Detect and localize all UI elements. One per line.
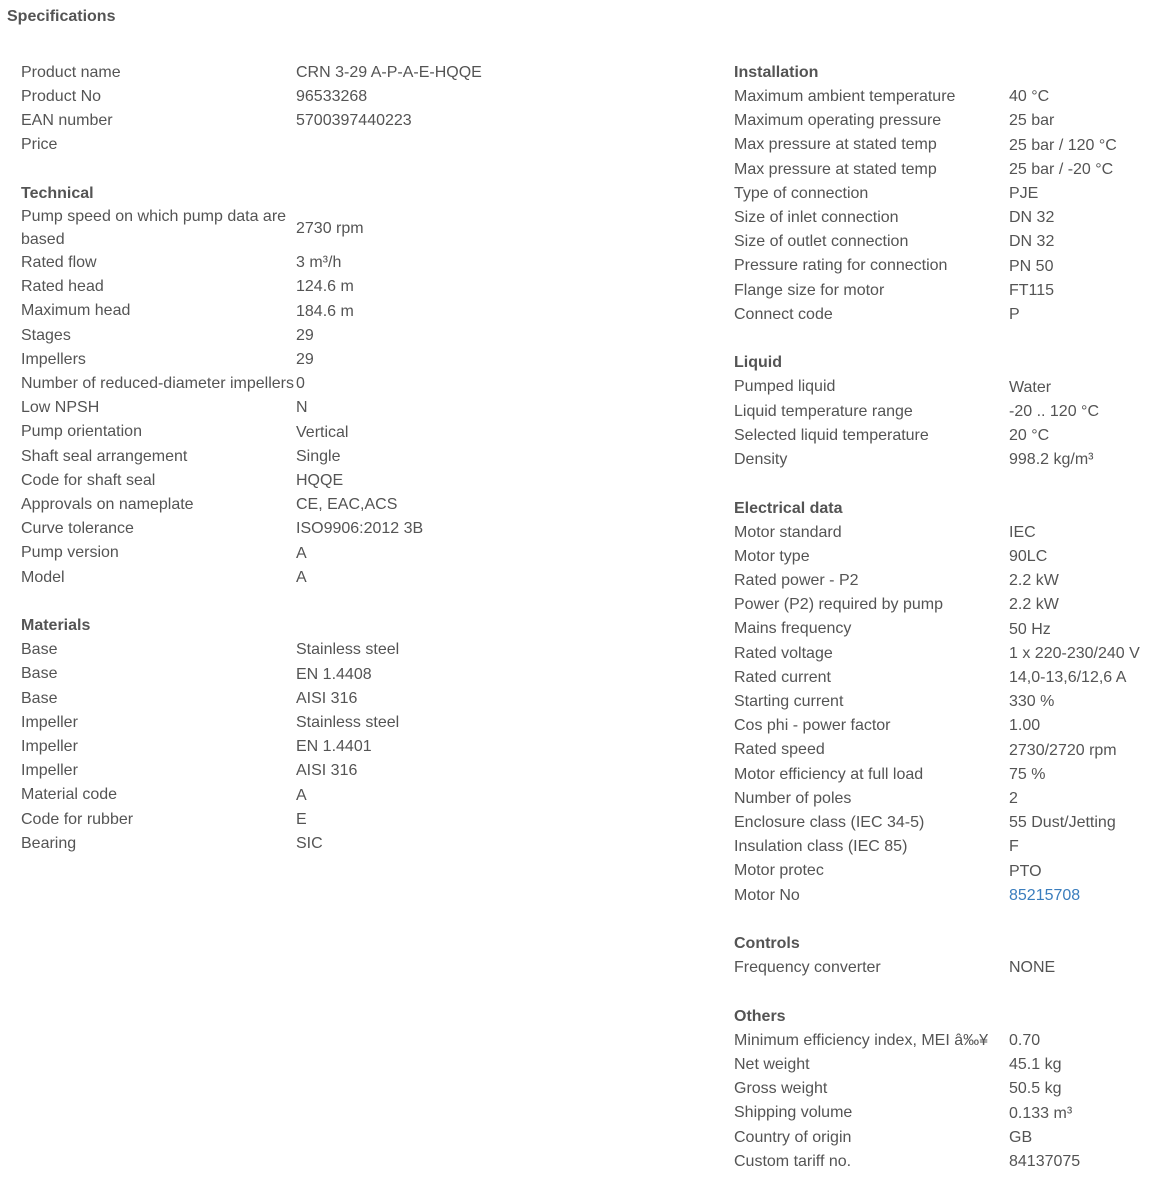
spec-value: PTO: [1009, 862, 1042, 880]
spec-row: [734, 521, 1149, 545]
spec-value: EN 1.4401: [296, 738, 372, 756]
spec-label: Code for shaft seal: [21, 471, 156, 489]
spec-value: 2730 rpm: [296, 219, 364, 237]
section-materials: [21, 614, 521, 856]
spec-row: [21, 396, 521, 420]
spec-row: [21, 784, 521, 808]
spec-value: Vertical: [296, 423, 349, 441]
spec-row: [734, 666, 1149, 690]
spec-value: 3 m³/h: [296, 254, 342, 272]
spec-row: [734, 593, 1149, 617]
section-title: Installation: [734, 64, 819, 81]
spec-value: 0.133 m³: [1009, 1104, 1073, 1122]
spec-row: [21, 348, 521, 372]
spec-label: Maximum head: [21, 302, 131, 320]
spec-row: [734, 763, 1149, 787]
spec-label: Enclosure class (IEC 34-5): [734, 814, 925, 832]
spec-row: [21, 134, 521, 158]
section-installation: [734, 61, 1149, 327]
spec-value: DN 32: [1009, 209, 1055, 227]
spec-label: Rated flow: [21, 254, 97, 272]
section-title: Materials: [21, 617, 91, 635]
spec-row: [734, 860, 1149, 884]
spec-label: Size of inlet connection: [734, 209, 899, 227]
spec-label: Maximum ambient temperature: [734, 88, 956, 106]
spec-row: [734, 690, 1149, 714]
spec-row: [734, 618, 1149, 642]
section-title: Technical: [21, 184, 94, 202]
spec-label: Starting current: [734, 693, 844, 711]
spec-value: 184.6 m: [296, 302, 354, 320]
spec-label: Rated speed: [734, 741, 825, 759]
spec-label: Approvals on nameplate: [21, 496, 194, 514]
spec-label: Low NPSH: [21, 399, 100, 417]
spec-value: CRN 3-29 A-P-A-E-HQQE: [296, 64, 482, 81]
spec-value: PN 50: [1009, 257, 1054, 275]
spec-value: 2.2 kW: [1009, 596, 1059, 614]
spec-label: Size of outlet connection: [734, 233, 909, 251]
spec-value: FT115: [1009, 281, 1055, 299]
spec-label: Motor protec: [734, 862, 824, 880]
spec-value: DN 32: [1009, 233, 1055, 251]
spec-label: Max pressure at stated temp: [734, 160, 937, 178]
spec-value: F: [1009, 838, 1019, 856]
spec-row: [21, 493, 521, 517]
spec-value: 25 bar / 120 °C: [1009, 136, 1117, 154]
spec-label: Shipping volume: [734, 1104, 853, 1122]
spec-value: 2: [1009, 790, 1018, 808]
spec-value: 20 °C: [1009, 427, 1050, 444]
spec-label: Motor type: [734, 547, 810, 565]
spec-value: A: [296, 544, 307, 562]
spec-value: NONE: [1009, 959, 1056, 977]
spec-row: [734, 206, 1149, 230]
spec-label: Pressure rating for connection: [734, 257, 948, 275]
spec-row: [21, 206, 521, 251]
spec-label: Motor standard: [734, 523, 842, 541]
spec-row: [21, 759, 521, 783]
spec-value: N: [296, 399, 308, 417]
spec-row: [21, 735, 521, 759]
spec-label: Product No: [21, 88, 102, 106]
spec-label: Gross weight: [734, 1080, 828, 1098]
spec-value: SIC: [296, 835, 323, 853]
spec-row: [734, 714, 1149, 738]
section-others: [734, 1005, 1149, 1174]
spec-value: 29: [296, 350, 314, 368]
spec-row: [21, 372, 521, 396]
spec-label: Motor No: [734, 886, 800, 904]
spec-value: 75 %: [1009, 765, 1046, 783]
spec-value: 40 °C: [1009, 88, 1050, 106]
spec-row: [734, 569, 1149, 593]
spec-row: [734, 448, 1149, 472]
section-technical: [21, 182, 521, 590]
spec-value: Water: [1009, 378, 1052, 396]
spec-row: [21, 638, 521, 662]
spec-label: Base: [21, 665, 58, 683]
section-liquid: [734, 351, 1149, 472]
spec-row: [734, 1150, 1149, 1174]
spec-label: Maximum operating pressure: [734, 112, 942, 130]
spec-row: [734, 424, 1149, 448]
right-column: [734, 61, 1149, 1198]
spec-label: Base: [21, 641, 58, 659]
spec-label: Selected liquid temperature: [734, 426, 929, 444]
spec-value: EN 1.4408: [296, 665, 372, 683]
spec-value: 124.6 m: [296, 278, 354, 296]
spec-row: [734, 109, 1149, 133]
spec-row: [734, 1053, 1149, 1077]
spec-row: [734, 739, 1149, 763]
spec-label: Impellers: [21, 350, 86, 368]
spec-row: [734, 158, 1149, 182]
section-title: Controls: [734, 935, 800, 953]
spec-value: 330 %: [1009, 693, 1055, 711]
spec-label: Product name: [21, 63, 121, 81]
spec-value: 25 bar: [1009, 112, 1055, 130]
spec-value: 998.2 kg/m³: [1009, 451, 1094, 469]
spec-value: A: [296, 568, 307, 586]
spec-row: [734, 835, 1149, 859]
spec-value: 1.00: [1009, 717, 1041, 735]
spec-row: [21, 300, 521, 324]
spec-label: Price: [21, 136, 58, 154]
spec-value: 84137075: [1009, 1153, 1081, 1170]
spec-label: Liquid temperature range: [734, 402, 913, 420]
spec-label: Curve tolerance: [21, 520, 134, 538]
spec-row: [21, 109, 521, 133]
spec-row: [734, 642, 1149, 666]
spec-row: [21, 808, 521, 832]
spec-value: ISO9906:2012 3B: [296, 520, 424, 538]
left-column: [21, 61, 521, 880]
spec-label: Density: [734, 451, 788, 469]
spec-label: Stages: [21, 326, 71, 344]
spec-row: [21, 421, 521, 445]
spec-label: Pump orientation: [21, 423, 142, 441]
spec-value: Stainless steel: [296, 641, 400, 659]
spec-label: Net weight: [734, 1056, 810, 1074]
spec-value: GB: [1009, 1128, 1033, 1146]
section-title: Electrical data: [734, 499, 843, 517]
section-electrical-data: [734, 497, 1149, 908]
spec-row: [734, 884, 1149, 908]
spec-label: Material code: [21, 786, 118, 804]
spec-row: [734, 303, 1149, 327]
spec-value: 90LC: [1009, 547, 1048, 565]
spec-label: Base: [21, 689, 58, 707]
spec-row: [21, 61, 521, 85]
spec-value: AISI 316: [296, 689, 358, 707]
spec-row: [734, 1077, 1149, 1101]
spec-row: [734, 182, 1149, 206]
spec-value: 5700397440223: [296, 112, 412, 130]
spec-row: [734, 956, 1149, 980]
spec-row: [734, 1126, 1149, 1150]
spec-value: 55 Dust/Jetting: [1009, 814, 1116, 832]
spec-row: [734, 1102, 1149, 1126]
page-title: Specifications: [7, 8, 116, 25]
spec-label: Insulation class (IEC 85): [734, 838, 908, 856]
spec-row: [734, 1029, 1149, 1053]
spec-row: [734, 545, 1149, 569]
spec-row: [21, 275, 521, 299]
spec-value: Single: [296, 447, 341, 465]
spec-row: [734, 85, 1149, 109]
spec-label: Custom tariff no.: [734, 1152, 852, 1170]
spec-value: 29: [296, 326, 314, 344]
spec-label: Type of connection: [734, 184, 869, 202]
spec-label: Rated power - P2: [734, 572, 859, 590]
spec-label: Minimum efficiency index, MEI â‰¥: [734, 1031, 989, 1049]
spec-row: [21, 469, 521, 493]
spec-label: Mains frequency: [734, 620, 852, 638]
spec-row: [21, 251, 521, 275]
spec-label: Number of reduced-diameter impellers: [21, 375, 294, 393]
motor-no-link[interactable]: 85215708: [1009, 886, 1081, 904]
spec-label: Pump speed on which pump data are based: [21, 208, 287, 248]
spec-label: Code for rubber: [21, 810, 134, 828]
spec-row: [734, 400, 1149, 424]
spec-label: Bearing: [21, 834, 77, 852]
spec-label: Rated current: [734, 668, 831, 686]
spec-row: [734, 279, 1149, 303]
spec-value: E: [296, 810, 307, 828]
spec-label: Impeller: [21, 762, 78, 780]
spec-value: 1 x 220-230/240 V: [1009, 644, 1140, 662]
spec-row: [21, 687, 521, 711]
spec-value: 0.70: [1009, 1031, 1041, 1049]
spec-value: Stainless steel: [296, 714, 400, 731]
spec-row: [734, 376, 1149, 400]
spec-label: Cos phi - power factor: [734, 717, 891, 735]
spec-label: Shaft seal arrangement: [21, 447, 188, 465]
section-controls: [734, 932, 1149, 980]
spec-value: 14,0-13,6/12,6 A: [1009, 669, 1127, 686]
spec-row: [21, 85, 521, 109]
spec-label: Rated head: [21, 278, 104, 296]
spec-value: IEC: [1009, 523, 1036, 541]
spec-value: 25 bar / -20 °C: [1009, 160, 1114, 178]
spec-label: Motor efficiency at full load: [734, 765, 924, 783]
spec-label: Country of origin: [734, 1128, 852, 1146]
spec-value: 96533268: [296, 88, 368, 106]
spec-label: Impeller: [21, 713, 78, 731]
spec-row: [734, 787, 1149, 811]
spec-label: Power (P2) required by pump: [734, 596, 943, 614]
spec-label: Pump version: [21, 544, 119, 562]
spec-label: Frequency converter: [734, 959, 881, 977]
spec-label: Flange size for motor: [734, 281, 885, 299]
spec-value: PJE: [1009, 185, 1039, 202]
spec-row: [21, 517, 521, 541]
spec-value: HQQE: [296, 472, 344, 489]
spec-row: [21, 832, 521, 856]
spec-row: [21, 566, 521, 590]
spec-row: [21, 542, 521, 566]
spec-row: [21, 663, 521, 687]
spec-value: 50 Hz: [1009, 620, 1051, 638]
spec-value: 50.5 kg: [1009, 1080, 1062, 1098]
spec-value: -20 .. 120 °C: [1009, 402, 1099, 420]
spec-label: Impeller: [21, 738, 78, 756]
spec-label: Model: [21, 568, 65, 586]
spec-row: [21, 711, 521, 735]
section-title: Others: [734, 1007, 786, 1025]
spec-row: [21, 324, 521, 348]
spec-label: Rated voltage: [734, 644, 833, 662]
section-title: Liquid: [734, 354, 782, 372]
spec-row: [734, 134, 1149, 158]
spec-label: Pumped liquid: [734, 378, 836, 396]
spec-value: AISI 316: [296, 762, 358, 780]
spec-label: Connect code: [734, 305, 833, 323]
spec-value: A: [296, 786, 307, 804]
spec-value: P: [1009, 306, 1020, 324]
spec-value: 2.2 kW: [1009, 572, 1059, 590]
spec-label: Max pressure at stated temp: [734, 136, 937, 154]
spec-value: 45.1 kg: [1009, 1056, 1062, 1074]
spec-value: 2730/2720 rpm: [1009, 741, 1117, 759]
spec-row: [734, 230, 1149, 254]
spec-label: EAN number: [21, 112, 113, 130]
spec-row: [734, 811, 1149, 835]
spec-value: 0: [296, 375, 305, 393]
spec-row: [734, 255, 1149, 279]
spec-row: [21, 445, 521, 469]
spec-value: CE, EAC,ACS: [296, 496, 398, 514]
spec-label: Number of poles: [734, 789, 852, 807]
section-product: [21, 61, 521, 158]
